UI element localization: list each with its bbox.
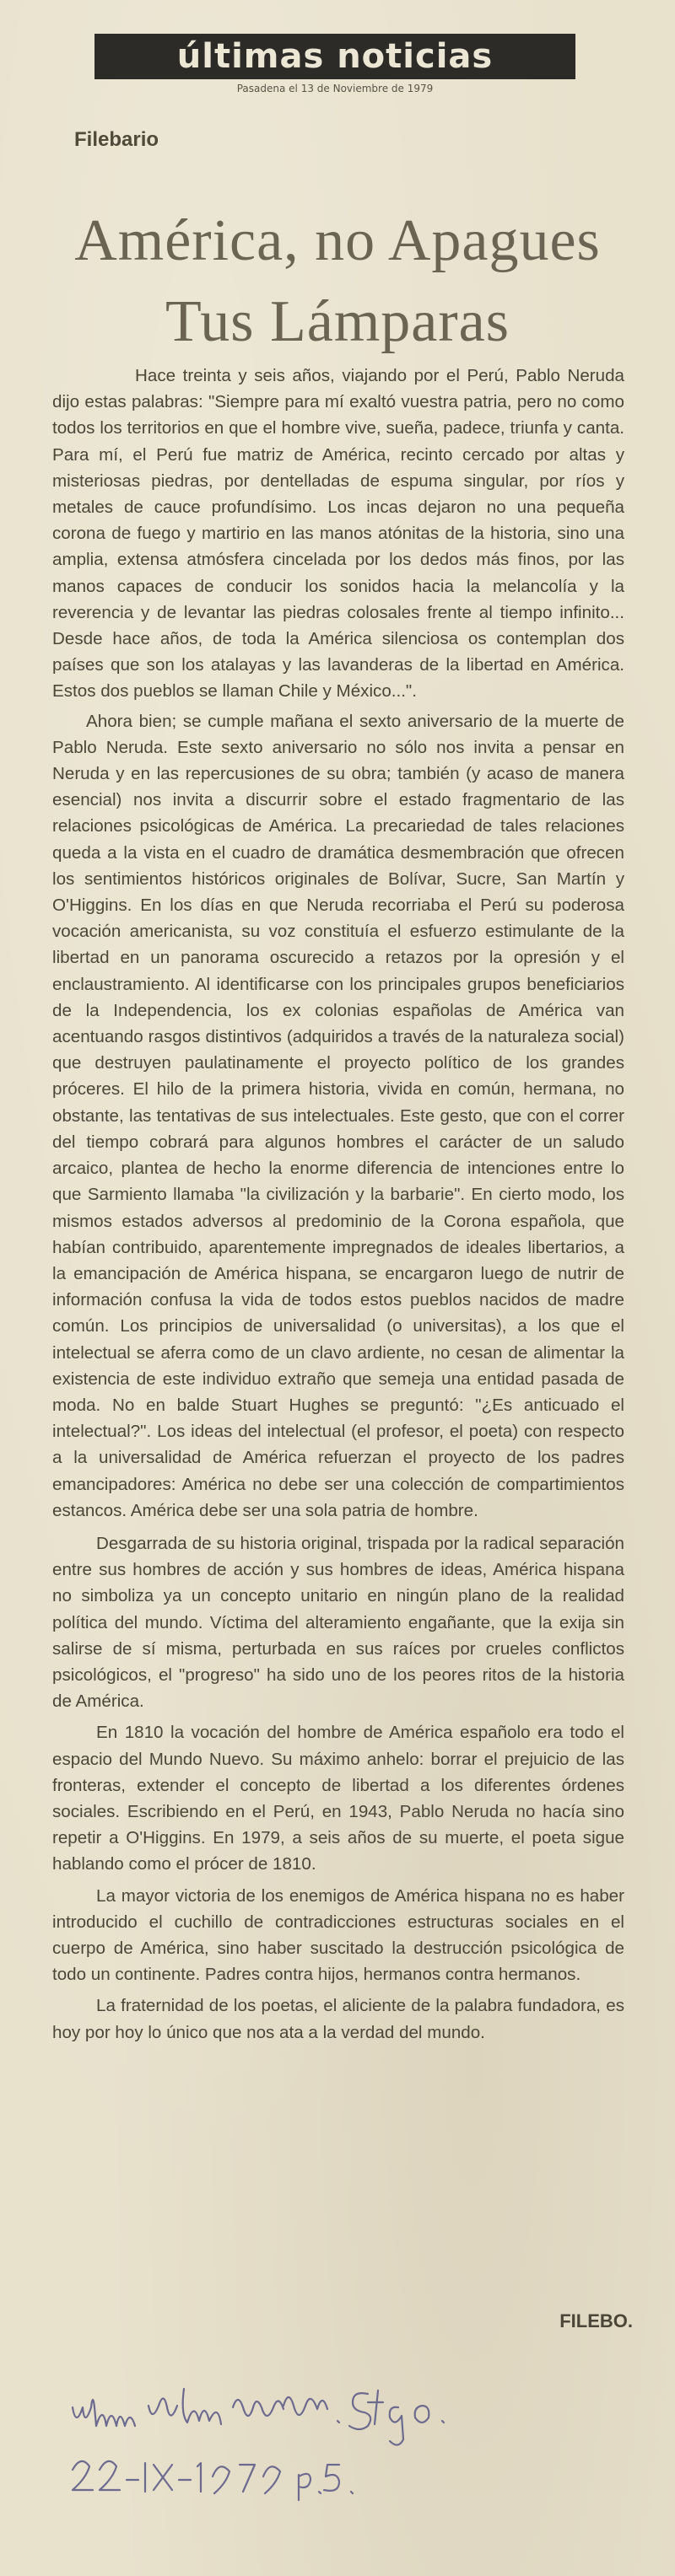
headline-line-1: América, no Apagues — [74, 208, 601, 273]
masthead-date: Pasadena el 13 de Noviembre de 1979 — [236, 83, 434, 94]
handwritten-annotation — [68, 2382, 506, 2534]
author-signature: FILEBO. — [559, 2310, 633, 2331]
masthead — [94, 34, 575, 79]
headline — [34, 201, 641, 363]
article-paragraph: La mayor victoria de los enemigos de América hispana no es haber introducido el cuchillo de contradicciones estructuras sociales en el cuerpo de América, sino haber suscitado la destrucción psicológica de todo un continente. Padres contra hijos, hermanos contra hermanos. — [52, 1885, 624, 1985]
article-paragraph: La fraternidad de los poetas, el aliciente de la palabra fundadora, es hoy por hoy lo único que nos ata a la verdad del mundo. — [52, 1996, 624, 2042]
headline-line-2: Tus Lámparas — [165, 289, 510, 354]
article-paragraph: En 1810 la vocación del hombre de América españolo era todo el espacio del Mundo Nuevo. Su máximo anhelo: borrar el prejuicio de las fronteras, extender el concepto de libertad a los diferentes órdenes sociales. Escribiendo en el Perú, en 1943, Pablo Neruda no hacía sino repetir a O'Higgins. En 1979, a seis años de su muerte, el poeta sigue hablando como el prócer de 1810. — [52, 1723, 624, 1874]
masthead-title: últimas noticias — [176, 37, 494, 76]
article-paragraph: Ahora bien; se cumple mañana el sexto aniversario de la muerte de Pablo Neruda. Este sexto aniversario no sólo nos invita a pensar en Neruda y en las repercusiones de su obra; también (y acaso de manera esencial) nos invita a discurrir sobre el estado fragmentario de las relaciones psicológicas de América. La precariedad de tales relaciones queda a la vista en el cuadro de dramática desmembración que ofrecen los sentimientos históricos originales de Bolívar, Sucre, San Martín y O'Higgins. En los días en que Neruda recorriaba el Perú su poderosa vocación americanista, su voz constituía el esfuerzo estimulante de la libertad en un panorama oscurecido a retazos por la opresión y el enclaustramiento. Al identificarse con los principales grupos beneficiarios de la Independencia, los ex colonias españolas de América van acentuando rasgos distintivos (adquiridos a través de la naturaleza social) que destruyen paulatinamente el proyecto político de los grandes próceres. El hilo de la primera historia, vivida en común, hermana, no obstante, las tentativas de sus intelectuales. Este gesto, que con el correr del tiempo cobrará para algunos hombres el carácter de un saludo arcaico, plantea de hecho la enorme diferencia de intenciones entre lo que Sarmiento llamaba "la civilización y la barbarie". En cierto modo, los mismos estados adversos al predominio de la Corona española, que habían contribuido, aparentemente impregnados de ideales libertarios, a la emancipación de América hispana, se encargaron luego de nutrir de información confusa la vida de todos estos pueblos nacidos de madre común. Los principios de universalidad (o universitas), a los que el intelectual se aferra como de un clavo ardiente, no cesan de alimentar la existencia de este individuo extraño que semeja una entidad pasada de moda. No en balde Stuart Hughes se preguntó: "¿Es anticuado el intelectual?". Los ideas del intelectual (el profesor, el poeta) con respecto a la universalidad de América refuerzan el proyecto de los padres emancipadores: América no debe ser una colección de compartimientos estancos. América debe ser una sola patria de hombre. — [52, 711, 624, 1520]
article-paragraph: Desgarrada de su historia original, trispada por la radical separación entre sus hombres de acción y sus hombres de ideas, América hispana no simboliza ya un concepto unitario en ningún plano de la realidad política del mundo. Víctima del alteramiento engañante, que la exija sin salirse de sí misma, perturbada en sus raíces por crueles conflictos psicológicos, el "progreso" ha sido uno de los peores ritos de la historia de América. — [52, 1533, 624, 1712]
article-body — [52, 363, 624, 2046]
article-paragraph: Hace treinta y seis años, viajando por el Perú, Pablo Neruda dijo estas palabras: "Siempre para mí exaltó vuestra patria, pero no como todos los territorios en que el hombre vive, sueña, padece, triunfa y canta. Para mí, el Perú fue matriz de América, recinto cercado por altas y misteriosas piedras, por dentelladas de espuma singular, por ríos y metales de cauce profundísimo. Los incas dejaron no una pequeña corona de fuego y martirio en las manos atónitas de la historia, sino una amplia, extensa atmósfera cincelada por los dedos más finos, por las manos capaces de conducir los sonidos hacia la melancolía y la reverencia y de levantar las piedras colosales frente al tiempo infinito... Desde hace años, de toda la América silenciosa os contemplan dos países que son los atalayas y las lavanderas de la libertad en América. Estos dos pueblos se llaman Chile y México...". — [52, 366, 624, 702]
byline: Filebario — [74, 128, 159, 151]
